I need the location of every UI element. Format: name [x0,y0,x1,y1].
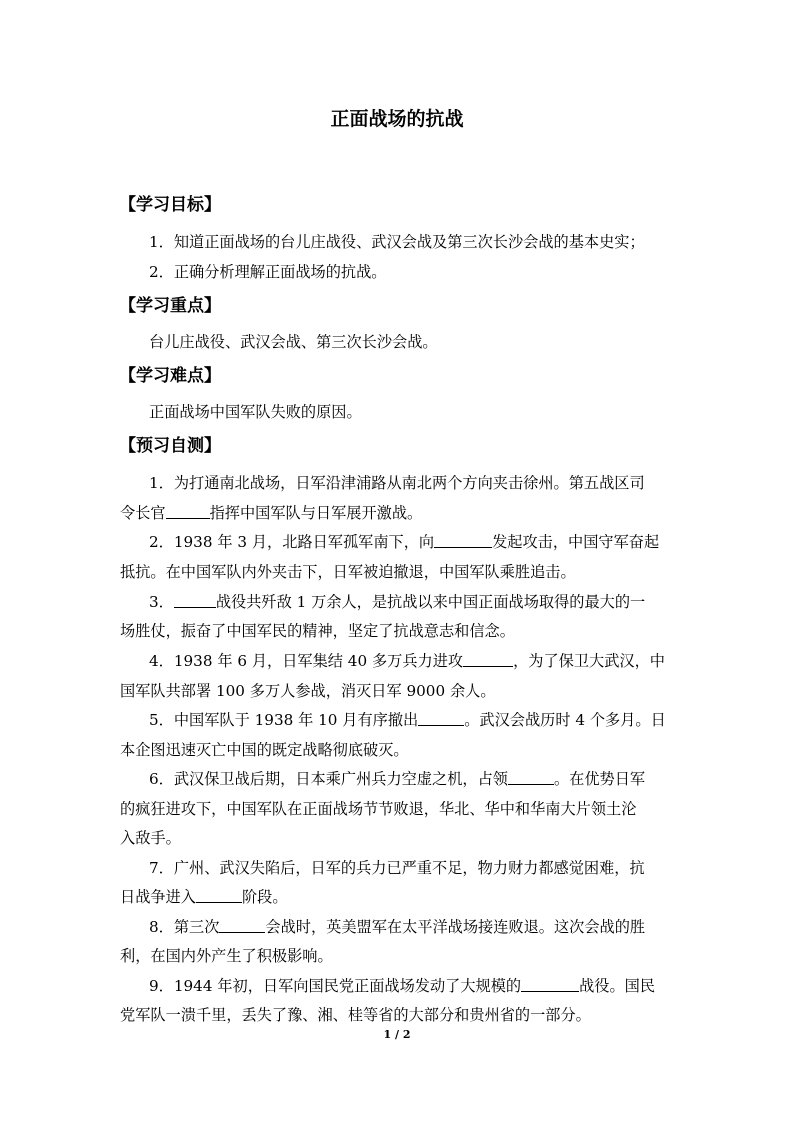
question-8-line-2: 利，在国内外产生了积极影响。 [120,947,333,965]
question-6-line-2: 的疯狂进攻下，中国军队在正面战场节节败退，华北、华中和华南大片领土沦 [120,800,637,818]
answer-blank-4[interactable] [463,652,513,667]
question-3-line-1: 3． 战役共歼敌 1 万余人，是抗战以来中国正面战场取得的最大的一 [149,593,646,611]
question-5-line-1: 5．中国军队于 1938 年 10 月有序撤出 。武汉会战历时 4 个多月。日 [149,711,666,729]
question-7-line-2: 日战争进入 阶段。 [120,888,288,906]
question-2-line-1: 2．1938 年 3 月，北路日军孤军南下，向 发起攻击，中国守军奋起 [149,533,660,551]
objective-item-2: 2．正确分析理解正面战场的抗战。 [149,263,387,281]
question-4-line-2: 国军队共部署 100 多万人参战，消灭日军 9000 余人。 [120,682,496,700]
question-4-line-1: 4．1938 年 6 月，日军集结 40 多万兵力进攻 ，为了保卫大武汉，中 [149,652,665,670]
question-1-line-2: 令长官 指挥中国军队与日军展开激战。 [120,504,423,522]
page-title: 正面战场的抗战 [330,108,464,130]
answer-blank-1[interactable] [166,504,210,519]
question-9-line-1: 9．1944 年初，日军向国民党正面战场发动了大规模的 战役。国民 [149,977,656,995]
difficulties-text: 正面战场中国军队失败的原因。 [149,403,362,421]
objectives-heading: 【学习目标】 [119,195,221,215]
answer-blank-6[interactable] [508,770,554,785]
key-points-heading: 【学习重点】 [119,296,221,316]
page-number: 1 / 2 [383,1028,411,1041]
question-8-line-1: 8．第三次 会战时，英美盟军在太平洋战场接连败退。这次会战的胜 [149,918,646,936]
preview-heading: 【预习自测】 [119,436,221,456]
difficulties-heading: 【学习难点】 [119,366,221,386]
answer-blank-5[interactable] [418,711,464,726]
question-6-line-3: 入敌手。 [120,829,181,847]
answer-blank-7[interactable] [196,888,242,903]
answer-blank-9[interactable] [521,977,579,992]
question-6-line-1: 6．武汉保卫战后期，日本乘广州兵力空虚之机，占领 。在优势日军 [149,770,646,788]
answer-blank-2[interactable] [434,533,492,548]
question-7-line-1: 7．广州、武汉失陷后，日军的兵力已严重不足，物力财力都感觉困难，抗 [149,859,645,877]
question-9-line-2: 党军队一溃千里，丢失了豫、湘、桂等省的大部分和贵州省的一部分。 [120,1006,591,1024]
question-1-line-1: 1．为打通南北战场，日军沿津浦路从南北两个方向夹击徐州。第五战区司 [149,474,645,492]
answer-blank-3[interactable] [174,593,216,608]
question-3-line-2: 场胜仗，振奋了中国军民的精神，坚定了抗战意志和信念。 [120,622,515,640]
question-5-line-2: 本企图迅速灭亡中国的既定战略彻底破灭。 [120,741,409,759]
key-points-text: 台儿庄战役、武汉会战、第三次长沙会战。 [149,333,438,351]
objective-item-1: 1．知道正面战场的台儿庄战役、武汉会战及第三次长沙会战的基本史实； [149,233,645,251]
question-2-line-2: 抵抗。在中国军队内外夹击下，日军被迫撤退，中国军队乘胜追击。 [120,563,576,581]
answer-blank-8[interactable] [219,918,265,933]
